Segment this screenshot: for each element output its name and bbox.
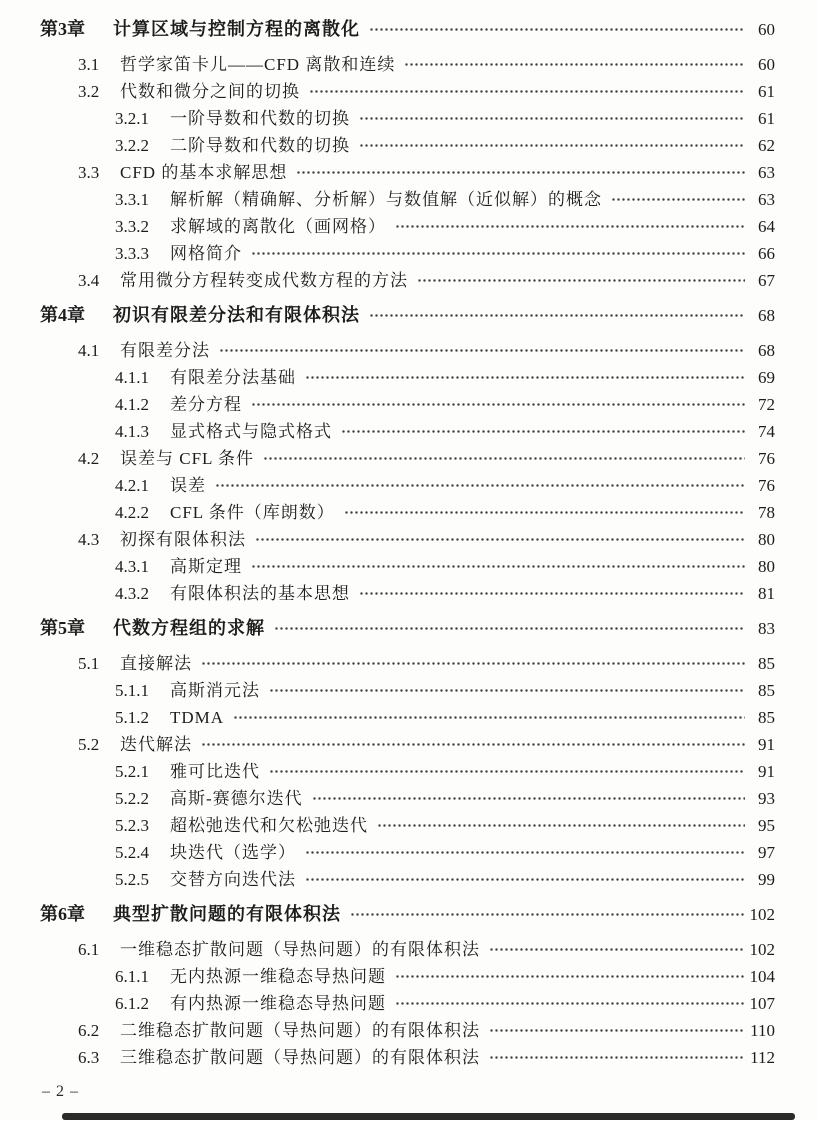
toc-entry-第3章 [40, 16, 775, 43]
dot-leader-icon [489, 1017, 745, 1044]
dot-leader-icon [251, 553, 745, 580]
dot-leader-icon [263, 445, 745, 472]
toc-entry-4.1.1 [40, 364, 775, 391]
toc-entry-page: 91 [758, 735, 775, 754]
toc-entry-number: 3.2.1 [115, 109, 149, 128]
toc-entry-6.1.2 [40, 990, 775, 1017]
dot-leader-icon [251, 391, 745, 418]
toc-entry-title: 有内热源一维稳态导热问题 [170, 994, 386, 1013]
toc-entry-page: 93 [758, 789, 775, 808]
dot-leader-icon [274, 615, 745, 642]
toc-entry-title: CFD 的基本求解思想 [120, 163, 288, 182]
toc-entry-5.2.1 [40, 758, 775, 785]
dot-leader-icon [305, 364, 745, 391]
toc-entry-number: 4.3.1 [115, 557, 149, 576]
toc-entry-number: 5.1.1 [115, 681, 149, 700]
toc-entry-title: 初探有限体积法 [120, 530, 246, 549]
toc-entry-title: 高斯定理 [170, 557, 242, 576]
toc-entry-title: 哲学家笛卡儿——CFD 离散和连续 [120, 55, 396, 74]
toc-entry-第5章 [40, 615, 775, 642]
toc-entry-number: 第6章 [40, 904, 85, 924]
toc-entry-number: 6.2 [78, 1021, 100, 1040]
dot-leader-icon [489, 936, 745, 963]
dot-leader-icon [312, 785, 745, 812]
toc-entry-number: 6.1.2 [115, 994, 149, 1013]
dot-leader-icon [269, 758, 745, 785]
toc-entry-page: 110 [750, 1021, 775, 1040]
dot-leader-icon [344, 499, 745, 526]
toc-entry-page: 85 [758, 708, 775, 727]
dot-leader-icon [269, 677, 745, 704]
toc-entry-number: 第5章 [40, 618, 85, 638]
toc-entry-title: 常用微分方程转变成代数方程的方法 [120, 271, 408, 290]
toc-entry-4.1 [40, 337, 775, 364]
toc-entry-page: 63 [758, 190, 775, 209]
toc-entry-title: 高斯-赛德尔迭代 [170, 789, 303, 808]
toc-entry-3.3.3 [40, 240, 775, 267]
toc-entry-title: 雅可比迭代 [170, 762, 260, 781]
toc-entry-page: 61 [758, 109, 775, 128]
toc-entry-page: 112 [750, 1048, 775, 1067]
toc-entry-3.3.2 [40, 213, 775, 240]
toc-entry-number: 5.2 [78, 735, 100, 754]
toc-entry-4.3.2 [40, 580, 775, 607]
toc-entry-number: 4.2.2 [115, 503, 149, 522]
toc-entry-4.3 [40, 526, 775, 553]
dot-leader-icon [309, 78, 745, 105]
toc-entry-number: 4.1 [78, 341, 100, 360]
toc-entry-title: 求解域的离散化（画网格） [170, 217, 386, 236]
dot-leader-icon [369, 302, 745, 329]
page-number: – 2 – [42, 1083, 79, 1100]
toc-entry-page: 76 [758, 449, 775, 468]
toc-entry-title: 显式格式与隐式格式 [170, 422, 332, 441]
toc-entry-4.3.1 [40, 553, 775, 580]
toc-entry-number: 3.3 [78, 163, 100, 182]
toc-entry-number: 4.3.2 [115, 584, 149, 603]
toc-entry-page: 83 [758, 619, 775, 638]
toc-entry-page: 68 [758, 341, 775, 360]
dot-leader-icon [201, 650, 745, 677]
toc-entry-title: 三维稳态扩散问题（导热问题）的有限体积法 [120, 1048, 480, 1067]
toc-entry-number: 4.3 [78, 530, 100, 549]
toc-entry-number: 4.1.1 [115, 368, 149, 387]
toc-entry-第4章 [40, 302, 775, 329]
toc-entry-5.1 [40, 650, 775, 677]
toc-entry-title: 高斯消元法 [170, 681, 260, 700]
toc-entry-4.1.3 [40, 418, 775, 445]
toc-entry-number: 第3章 [40, 19, 85, 39]
toc-entry-page: 80 [758, 557, 775, 576]
toc-entry-3.2 [40, 78, 775, 105]
scan-artifact-bar [62, 1113, 795, 1120]
toc-entry-title: 一维稳态扩散问题（导热问题）的有限体积法 [120, 940, 480, 959]
toc-entry-5.2.2 [40, 785, 775, 812]
toc-entry-title: 误差与 CFL 条件 [120, 449, 255, 468]
toc-entry-number: 6.3 [78, 1048, 100, 1067]
toc-entry-6.1 [40, 936, 775, 963]
toc-entry-title: 迭代解法 [120, 735, 192, 754]
dot-leader-icon [219, 337, 745, 364]
toc-entry-第6章 [40, 901, 775, 928]
toc-entry-number: 5.2.4 [115, 843, 149, 862]
dot-leader-icon [395, 963, 745, 990]
dot-leader-icon [215, 472, 745, 499]
toc-entry-number: 3.1 [78, 55, 100, 74]
dot-leader-icon [611, 186, 745, 213]
toc-entry-page: 69 [758, 368, 775, 387]
toc-entry-number: 3.3.3 [115, 244, 149, 263]
dot-leader-icon [417, 267, 745, 294]
toc-entry-page: 67 [758, 271, 775, 290]
toc-entry-5.1.1 [40, 677, 775, 704]
toc-entry-title: 一阶导数和代数的切换 [170, 109, 350, 128]
toc-entry-title: 有限体积法的基本思想 [170, 584, 350, 603]
dot-leader-icon [251, 240, 745, 267]
dot-leader-icon [359, 132, 745, 159]
toc-entry-number: 4.1.3 [115, 422, 149, 441]
toc-entry-number: 3.2.2 [115, 136, 149, 155]
toc-entry-number: 6.1 [78, 940, 100, 959]
toc-entry-number: 3.3.1 [115, 190, 149, 209]
toc-entry-page: 72 [758, 395, 775, 414]
dot-leader-icon [341, 418, 745, 445]
toc-entry-6.2 [40, 1017, 775, 1044]
toc-entry-page: 99 [758, 870, 775, 889]
toc-entry-4.2.2 [40, 499, 775, 526]
dot-leader-icon [296, 159, 745, 186]
toc-entry-page: 60 [758, 55, 775, 74]
toc-entry-number: 5.2.3 [115, 816, 149, 835]
toc-entry-page: 68 [758, 306, 775, 325]
toc-entry-title: 超松弛迭代和欠松弛迭代 [170, 816, 368, 835]
toc-entry-number: 第4章 [40, 305, 85, 325]
toc-entry-page: 62 [758, 136, 775, 155]
dot-leader-icon [377, 812, 745, 839]
toc-entry-5.2 [40, 731, 775, 758]
dot-leader-icon [305, 839, 745, 866]
toc-entry-number: 3.2 [78, 82, 100, 101]
toc-entry-title: 网格简介 [170, 244, 242, 263]
dot-leader-icon [404, 51, 745, 78]
toc-entry-page: 80 [758, 530, 775, 549]
toc-entry-5.2.3 [40, 812, 775, 839]
toc-entry-title: 有限差分法基础 [170, 368, 296, 387]
toc-entry-page: 91 [758, 762, 775, 781]
toc-entry-number: 4.2 [78, 449, 100, 468]
toc-entry-page: 78 [758, 503, 775, 522]
toc-entry-6.3 [40, 1044, 775, 1071]
toc-entry-title: 无内热源一维稳态导热问题 [170, 967, 386, 986]
toc-entry-number: 5.1.2 [115, 708, 149, 727]
toc-entry-page: 104 [749, 967, 775, 986]
toc-entry-title: 直接解法 [120, 654, 192, 673]
dot-leader-icon [233, 704, 745, 731]
toc-entry-3.1 [40, 51, 775, 78]
toc-entry-3.4 [40, 267, 775, 294]
toc-entry-page: 81 [758, 584, 775, 603]
toc-entry-number: 4.2.1 [115, 476, 149, 495]
dot-leader-icon [369, 16, 745, 43]
page-number-footer [42, 1083, 79, 1101]
toc-entry-6.1.1 [40, 963, 775, 990]
toc-entry-3.3.1 [40, 186, 775, 213]
toc-entry-title: 块迭代（选学） [170, 843, 296, 862]
dot-leader-icon [359, 105, 745, 132]
toc-entry-title: 计算区域与控制方程的离散化 [113, 19, 360, 39]
toc-entry-number: 6.1.1 [115, 967, 149, 986]
toc-entry-3.2.2 [40, 132, 775, 159]
toc-entry-4.2 [40, 445, 775, 472]
toc-entry-title: 二阶导数和代数的切换 [170, 136, 350, 155]
toc-entry-3.3 [40, 159, 775, 186]
toc-entry-page: 97 [758, 843, 775, 862]
toc-entry-4.1.2 [40, 391, 775, 418]
toc-entry-number: 3.3.2 [115, 217, 149, 236]
toc-entry-title: 交替方向迭代法 [170, 870, 296, 889]
dot-leader-icon [255, 526, 745, 553]
toc-entry-number: 5.1 [78, 654, 100, 673]
toc-entry-number: 5.2.1 [115, 762, 149, 781]
dot-leader-icon [489, 1044, 745, 1071]
toc-entry-title: 差分方程 [170, 395, 242, 414]
dot-leader-icon [395, 990, 745, 1017]
toc-entry-title: CFL 条件（库朗数） [170, 503, 335, 522]
toc-entry-page: 102 [749, 905, 775, 924]
dot-leader-icon [305, 866, 745, 893]
toc-entry-title: 解析解（精确解、分析解）与数值解（近似解）的概念 [170, 190, 602, 209]
toc-entry-page: 102 [749, 940, 775, 959]
toc-entry-5.2.5 [40, 866, 775, 893]
toc-entry-page: 85 [758, 681, 775, 700]
toc-entry-page: 60 [758, 20, 775, 39]
toc-entry-5.1.2 [40, 704, 775, 731]
toc-entry-title: 代数方程组的求解 [113, 618, 265, 638]
toc-entry-5.2.4 [40, 839, 775, 866]
toc-entry-title: 典型扩散问题的有限体积法 [113, 904, 341, 924]
toc-entry-page: 63 [758, 163, 775, 182]
toc-entry-number: 4.1.2 [115, 395, 149, 414]
dot-leader-icon [359, 580, 745, 607]
toc-entry-3.2.1 [40, 105, 775, 132]
toc-entry-page: 74 [758, 422, 775, 441]
toc-entry-page: 76 [758, 476, 775, 495]
toc-entry-title: 有限差分法 [120, 341, 210, 360]
toc-entry-title: 二维稳态扩散问题（导热问题）的有限体积法 [120, 1021, 480, 1040]
toc-entry-number: 5.2.2 [115, 789, 149, 808]
dot-leader-icon [201, 731, 745, 758]
toc-entry-page: 61 [758, 82, 775, 101]
toc-entry-page: 95 [758, 816, 775, 835]
toc-entry-title: 误差 [170, 476, 206, 495]
toc-entry-page: 66 [758, 244, 775, 263]
dot-leader-icon [395, 213, 745, 240]
toc-entry-number: 5.2.5 [115, 870, 149, 889]
toc-entry-title: TDMA [170, 708, 225, 727]
dot-leader-icon [350, 901, 745, 928]
toc-entry-number: 3.4 [78, 271, 100, 290]
toc-entry-page: 64 [758, 217, 775, 236]
toc-entry-title: 初识有限差分法和有限体积法 [113, 305, 360, 325]
toc-entry-page: 85 [758, 654, 775, 673]
toc-entry-page: 107 [749, 994, 775, 1013]
toc-entry-title: 代数和微分之间的切换 [120, 82, 300, 101]
toc-entry-4.2.1 [40, 472, 775, 499]
